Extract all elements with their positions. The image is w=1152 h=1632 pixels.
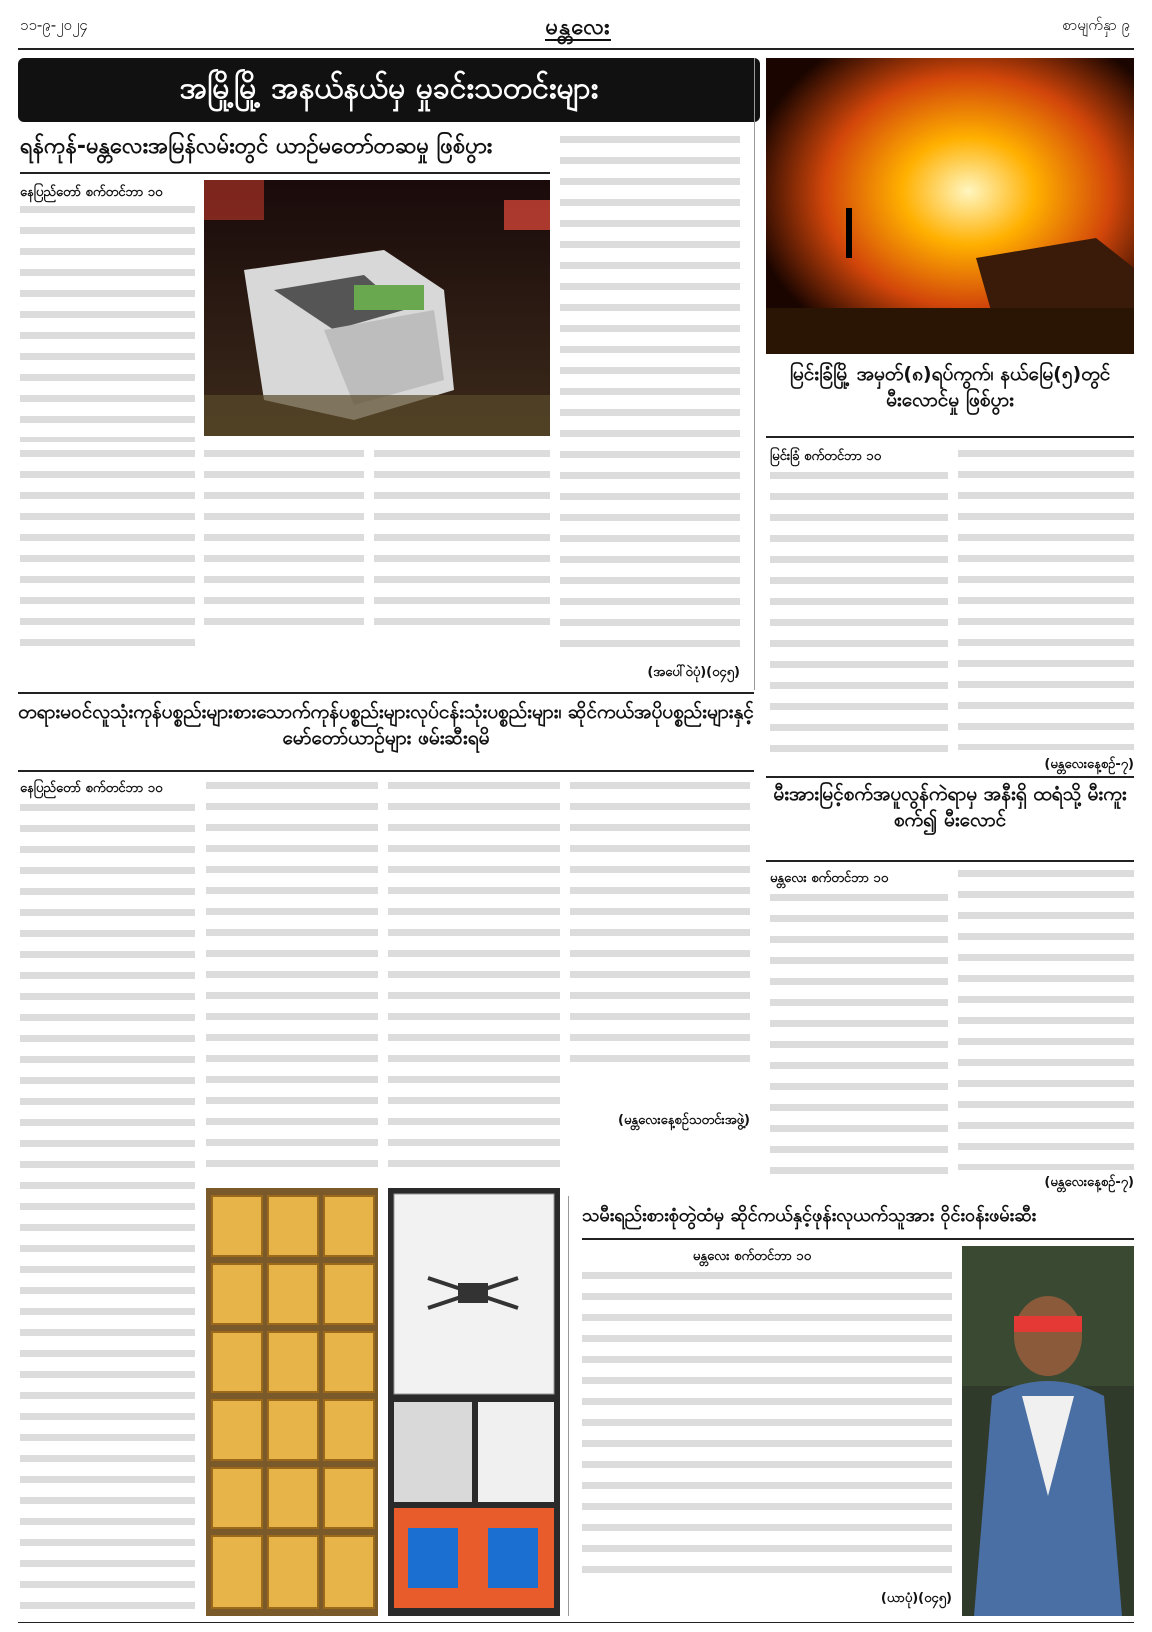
seized-goods-photo — [206, 1188, 378, 1616]
crash-text-col4 — [560, 136, 740, 656]
contraband-dateline: နေပြည်တော် စက်တင်ဘာ ၁၀ — [20, 781, 163, 796]
contraband-text-col2 — [206, 782, 378, 1178]
column-divider — [568, 1196, 569, 1616]
crash-text-col2 — [204, 450, 364, 630]
arson-headline: မီးအားမြင့်စက်အပူလွန်ကဲရာမှ အနီးရှိ ထရံသို့ မီးကူးစက်၍ မီးလောင် — [773, 783, 1127, 831]
suspect-photo — [962, 1246, 1134, 1616]
contraband-text-col4 — [570, 782, 750, 1072]
fire-photo — [766, 58, 1134, 354]
column-divider — [754, 58, 755, 690]
drone-boxes-photo — [388, 1188, 560, 1616]
crash-text-col1 — [20, 206, 195, 442]
crash-headline: ရန်ကုန်-မန္တလေးအမြန်လမ်းတွင် ယာဉ်မတော်တဆမှု ဖြစ်ပွား — [20, 134, 493, 159]
crash-dateline: နေပြည်တော် စက်တင်ဘာ ၁၀ — [20, 185, 163, 200]
divider — [20, 172, 550, 174]
divider — [766, 776, 1134, 778]
arson-credit: (မန္တလေးနေ့စဉ်-၇) — [1044, 1175, 1134, 1190]
footer-rule — [18, 1622, 1134, 1623]
contraband-text-col1 — [20, 804, 195, 1614]
newspaper-logo: မန္တလေး — [545, 13, 611, 40]
contraband-text-col3 — [388, 782, 560, 1178]
fire-headline: မြင်းခြံမြို့ အမှတ်(၈)ရပ်ကွက်၊ နယ်မြေ(၅)တွင် မီးလောင်မှု ဖြစ်ပွား — [789, 363, 1111, 411]
crash-text-col1b — [20, 450, 195, 660]
contraband-credit: (မန္တလေးနေ့စဉ်သတင်းအဖွဲ့) — [618, 1113, 750, 1128]
arson-text-col1 — [770, 894, 948, 1184]
divider — [766, 436, 1134, 438]
fire-dateline: မြင်းခြံ စက်တင်ဘာ ၁၀ — [770, 449, 882, 464]
contraband-headline: တရားမဝင်လူသုံးကုန်ပစ္စည်းများစားသောက်ကုန်ပစ္စည်းများလုပ်ငန်းသုံးပစ္စည်းများ၊ ဆိုင်ကယ်အပိုပစ္စည်းများနှင့်မော်တော်ယာဉ်များ ဖမ်းဆီးရမိ — [18, 701, 754, 749]
fire-credit: (မန္တလေးနေ့စဉ်-၇) — [1044, 757, 1134, 772]
arson-text-col2 — [958, 870, 1134, 1170]
divider — [766, 860, 1134, 862]
theft-headline: သမီးရည်းစားစုံတွဲထံမှ ဆိုင်ကယ်နှင့်ဖုန်းလုယက်သူအား ဝိုင်းဝန်းဖမ်းဆီး — [582, 1205, 1037, 1226]
issue-date: ၁၁-၉-၂၀၂၄ — [20, 16, 88, 34]
divider — [18, 770, 754, 772]
theft-dateline: မန္တလေး စက်တင်ဘာ ၁၀ — [692, 1249, 812, 1264]
theft-credit: (ယာပုံ)(ဝ၄၅) — [880, 1591, 952, 1606]
divider — [18, 692, 754, 694]
theft-text — [582, 1272, 952, 1584]
car-crash-photo — [204, 180, 550, 436]
page-number: စာမျက်နှာ ၉ — [1062, 16, 1130, 34]
crash-credit: (အပေါ်ဝဲပုံ)(ဝ၄၅) — [647, 665, 740, 680]
fire-text-col2 — [958, 450, 1134, 750]
masthead-rule — [18, 48, 1134, 50]
crash-text-col3 — [374, 450, 550, 630]
divider — [582, 1238, 1134, 1240]
arson-dateline: မန္တလေး စက်တင်ဘာ ၁၀ — [770, 871, 889, 886]
section-banner: အမြို့မြို့ အနယ်နယ်မှ မှုခင်းသတင်းများ — [18, 58, 760, 122]
fire-text-col1 — [770, 472, 948, 766]
